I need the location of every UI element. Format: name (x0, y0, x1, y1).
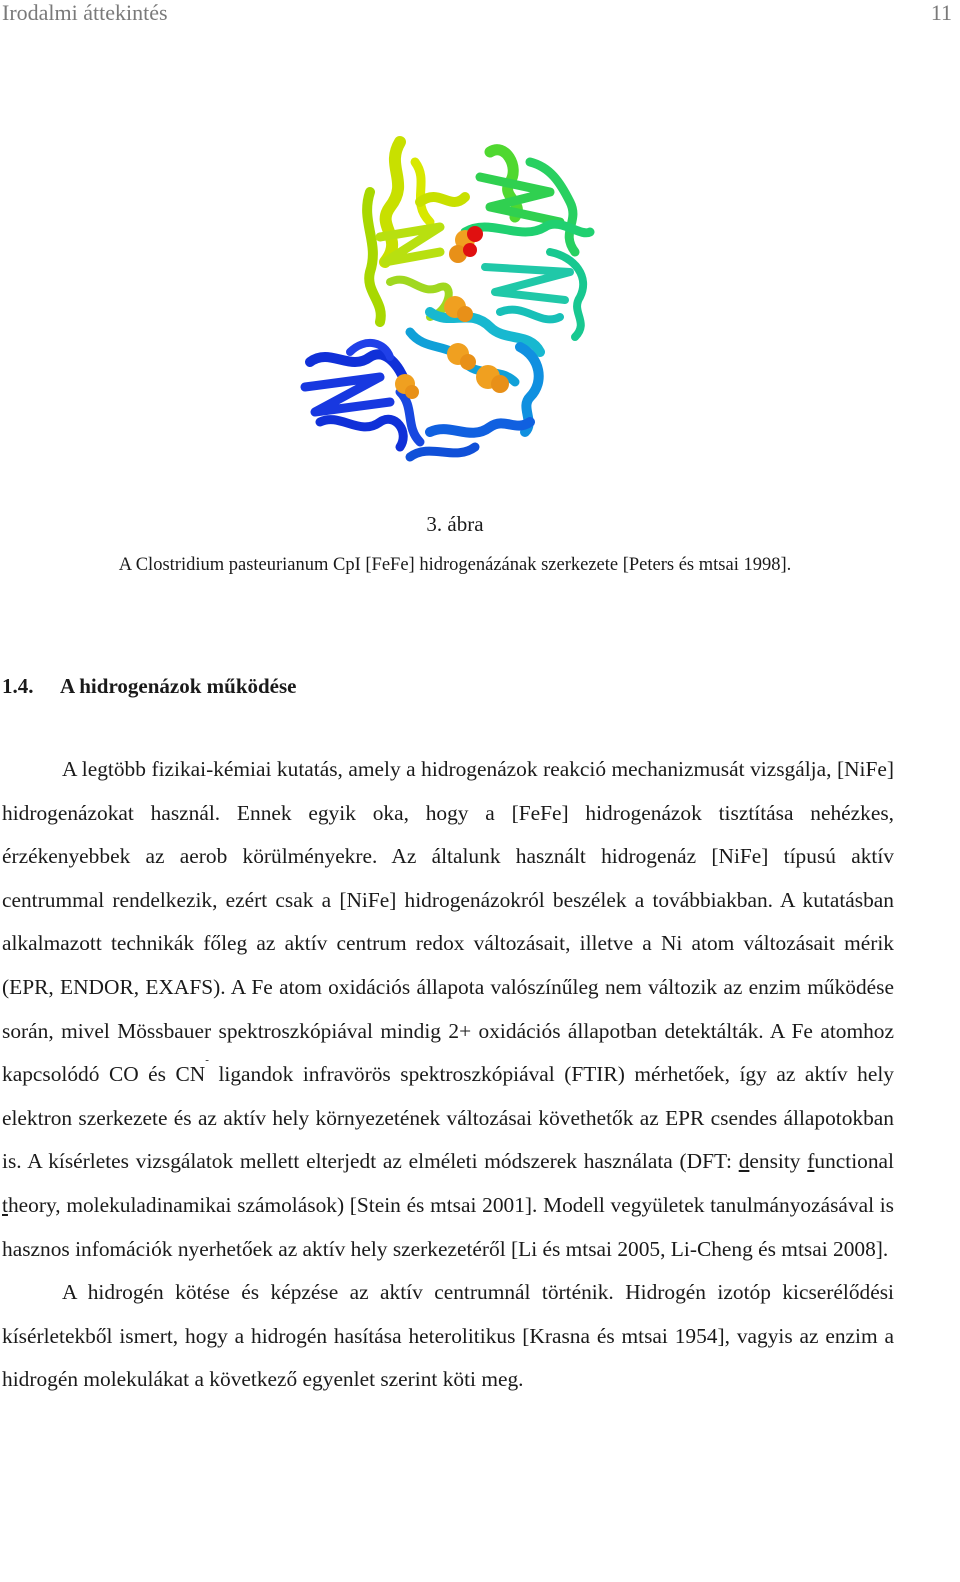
paragraph-text: molekuladinamikai számolások) [Stein és mtsai 2001]. Modell vegyületek tanulmányozásával is hasznos infomációk nyerhetőek az aktív hely szerkezetéről [Li és mtsai 2005, Li-Cheng és mtsai 2008]. (2, 1192, 894, 1261)
paragraph-text: A legtöbb fizikai-kémiai kutatás, amely a hidrogenázok reakció mechanizmusát vizsgálja, [NiFe] hidrogenázokat használ. Ennek egyik oka, hogy a [FeFe] hidrogenázok tisztítása nehézkes, érzékenyebbek az aerob körülményekre. Az általunk használt hidrogenáz [NiFe] típusú aktív centrummal rendelkezik, ezért csak a [NiFe] hidrogenázokról beszélek a továbbiakban. A kutatásban alkalmazott technikák főleg az aktív centrum redox változásait, illetve a Ni atom változásait mérik (EPR, ENDOR, EXAFS). A Fe atom oxidációs állapota valószínűleg nem változik az enzim működése során, mivel Mössbauer spektroszkópiával mindig 2+ oxidációs állapotban detektálták. A Fe atomhoz kapcsolódó CO és CN (2, 757, 894, 1087)
section-title: A hidrogenázok működése (60, 674, 297, 698)
superscript: - (205, 1054, 209, 1067)
figure-caption: A Clostridium pasteurianum CpI [FeFe] hidrogenázának szerkezete [Peters és mtsai 1998]. (118, 555, 792, 575)
figure-label: 3. ábra (426, 512, 484, 536)
paragraph-text: unctional (814, 1149, 894, 1174)
running-title: Irodalmi áttekintés (2, 0, 168, 25)
iron-sulfur-clusters (395, 226, 509, 399)
protein-ribbon-image (290, 122, 620, 467)
paragraph (2, 748, 894, 1271)
underlined-letter: f (807, 1149, 815, 1174)
underlined-letter: d (738, 1149, 750, 1174)
paragraph-text: heory, (7, 1192, 61, 1217)
section-number: 1.4. (2, 674, 34, 698)
paragraph-text: ligandok infravörös spektroszkópiával (FTIR) mérhetőek, így az aktív hely elektron szerkezete és az aktív hely környezetének változásai követhetők az EPR csendes állapotokban is. A kísérletes vizsgálatok mellett elterjedt az elméleti módszerek használata (DFT: (2, 1062, 894, 1174)
protein-structure-figure (290, 122, 620, 467)
page-header (0, 0, 952, 28)
section-heading (2, 674, 297, 699)
page-number: 11 (930, 0, 952, 25)
body-text (2, 748, 894, 1402)
paragraph-text: ensity (749, 1149, 808, 1174)
paragraph: A hidrogén kötése és képzése az aktív centrumnál történik. Hidrogén izotóp kicserélődési kísérletekből ismert, hogy a hidrogén hasítása heterolitikus [Krasna és mtsai 1954], vagyis az enzim a hidrogén molekulákat a következő egyenlet szerint köti meg. (2, 1280, 894, 1392)
underlined-letter: t (2, 1192, 8, 1217)
